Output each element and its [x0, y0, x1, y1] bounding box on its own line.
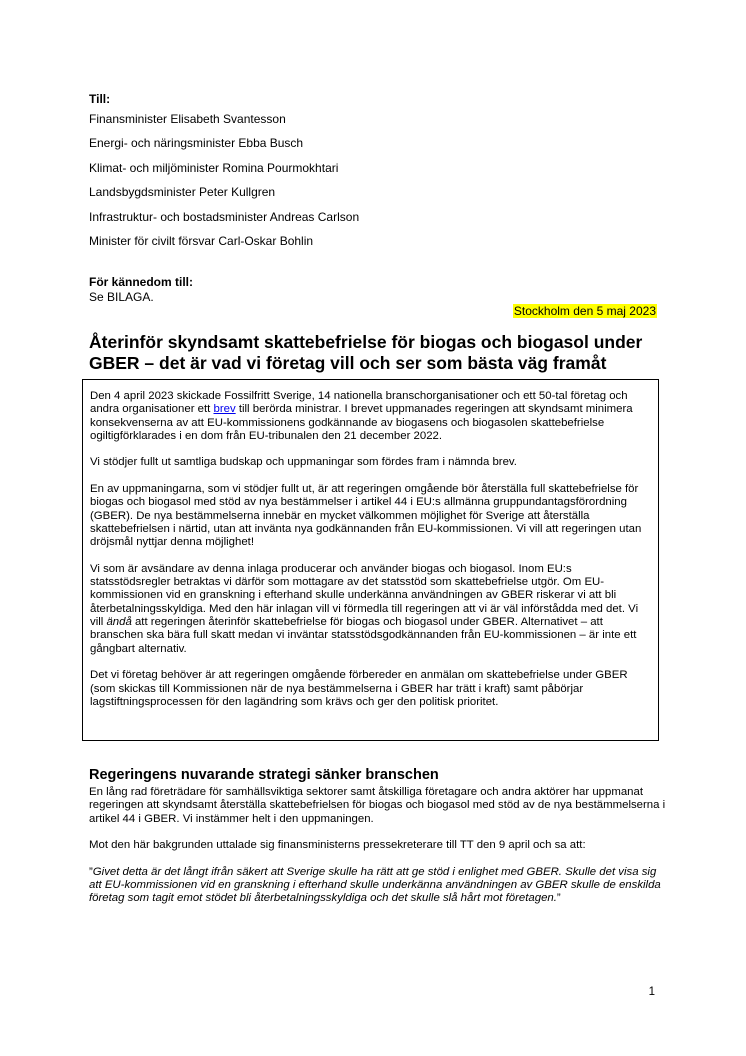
- recipients-list: [89, 112, 359, 258]
- recipient: Finansminister Elisabeth Svantesson: [89, 112, 286, 126]
- recipient: Infrastruktur- och bostadsminister Andreas Carlson: [89, 209, 360, 224]
- summary-paragraph: Vi stödjer fullt ut samtliga budskap och uppmaningar som fördes fram i nämnda brev.: [90, 456, 517, 469]
- recipient: Minister för civilt försvar Carl-Oskar Bohlin: [89, 233, 314, 248]
- emphasis-text: ändå: [106, 616, 132, 629]
- section-heading: Regeringens nuvarande strategi sänker branschen: [89, 767, 439, 783]
- summary-paragraph: Det vi företag behöver är att regeringen omgående förbereder en anmälan om skattebefrielse under GBER (som skickas till Kommissionen när de nya bestämmelserna i GBER har trätt i kraft) samt påbörjar lagstiftningsprocessen för den lagändring som krävs och ger den politisk prioritet.: [90, 669, 628, 708]
- letter-title: Återinför skyndsamt skattebefrielse för biogas och biogasol under GBER – det är vad vi företag vill och ser som bästa väg framåt: [89, 332, 643, 373]
- quote-paragraph: [89, 866, 669, 906]
- cc-label: För kännedom till:: [89, 275, 194, 289]
- summary-paragraph: En av uppmaningarna, som vi stödjer fullt ut, är att regeringen omgående bör återställa full skattebefrielse för biogas och biogasol med stöd av nya bestämmelser i artikel 44 i EU:s allmänna gruppundantagsförordning (GBER). De nya bestämmelserna innebär en mycket välkommen möjlighet för Sverige att återställa skattebefrielsen i närtid, utan att invänta nya godkännanden från EU-kommissionen. Vi vill att regeringen utan dröjsmål nyttjar denna möjlighet!: [90, 483, 642, 549]
- text-span: Vi som är avsändare av denna inlaga producerar och använder biogas och biogasol. Inom EU:s statsstödsregler betraktas vi därför som mottagare av det statsstöd som skattebefrielse utgör. Om EU-kommissionen vid en granskning i efterhand skulle underkänna användningen av GBER riskerar vi att bli återbetalningsskyldiga. Med den här inlagan vill vi förmedla till regeringen att vi är väl införstådda med det. Vi vill: [90, 562, 639, 629]
- cc-value: Se BILAGA.: [89, 290, 154, 304]
- quote-text: Givet detta är det långt ifrån säkert att Sverige skulle ha rätt att ge stöd i enlighet med GBER. Skulle det visa sig att EU-kommissionen vid en granskning i efterhand skulle underkänna användningen av GBER skulle de enskilda företag som tagit emot stödet bli återbetalningsskyldiga och det skulle slå hårt mot företagen.: [89, 865, 661, 905]
- recipients-label: Till:: [89, 92, 111, 106]
- summary-box: [82, 379, 659, 741]
- recipient: Landsbygdsminister Peter Kullgren: [89, 185, 276, 200]
- brev-link[interactable]: brev: [213, 403, 236, 416]
- quote-mark: ”: [89, 865, 93, 878]
- page-number: 1: [648, 986, 655, 998]
- text-span: att regeringen återinför skattebefrielse för biogas och biogasol under GBER. Alternativet – att branschen ska bära full skatt medan vi inväntar statsstödsgodkännanden från EU-kommissionen – är inte ett gångbart alternativ.: [90, 616, 637, 655]
- text-span: till berörda ministrar. I brevet uppmanades regeringen att skyndsamt minimera konsekvenserna av att EU-kommissionens godkännande av biogasens och biogasolen skattebefrielse ogiltigförklarades i en dom från EU-tribunalen den 21 december 2022.: [90, 403, 633, 442]
- section-body: [89, 786, 669, 919]
- body-paragraph: En lång rad företrädare för samhällsviktiga sektorer samt åtskilliga företagare och andra aktörer har uppmanat regeringen att skyndsamt återställa skattebefrielsen för biogas och biogasol med stöd av de nya bestämmelserna i artikel 44 i GBER. Vi instämmer helt i den uppmaningen.: [89, 786, 666, 825]
- summary-paragraph: [90, 563, 651, 656]
- body-paragraph: Mot den här bakgrunden uttalade sig finansministerns pressekreterare till TT den 9 april och sa att:: [89, 839, 586, 852]
- recipient: Klimat- och miljöminister Romina Pourmokhtari: [89, 160, 339, 175]
- text-span: Den 4 april 2023 skickade Fossilfritt Sverige, 14 nationella branschorganisationer och ett 50-tal företag och andra organisationer ett: [90, 390, 628, 416]
- letter-date: Stockholm den 5 maj 2023: [513, 304, 656, 318]
- summary-paragraph: [90, 390, 651, 443]
- recipient: Energi- och näringsminister Ebba Busch: [89, 136, 304, 151]
- quote-mark: ”: [556, 892, 561, 905]
